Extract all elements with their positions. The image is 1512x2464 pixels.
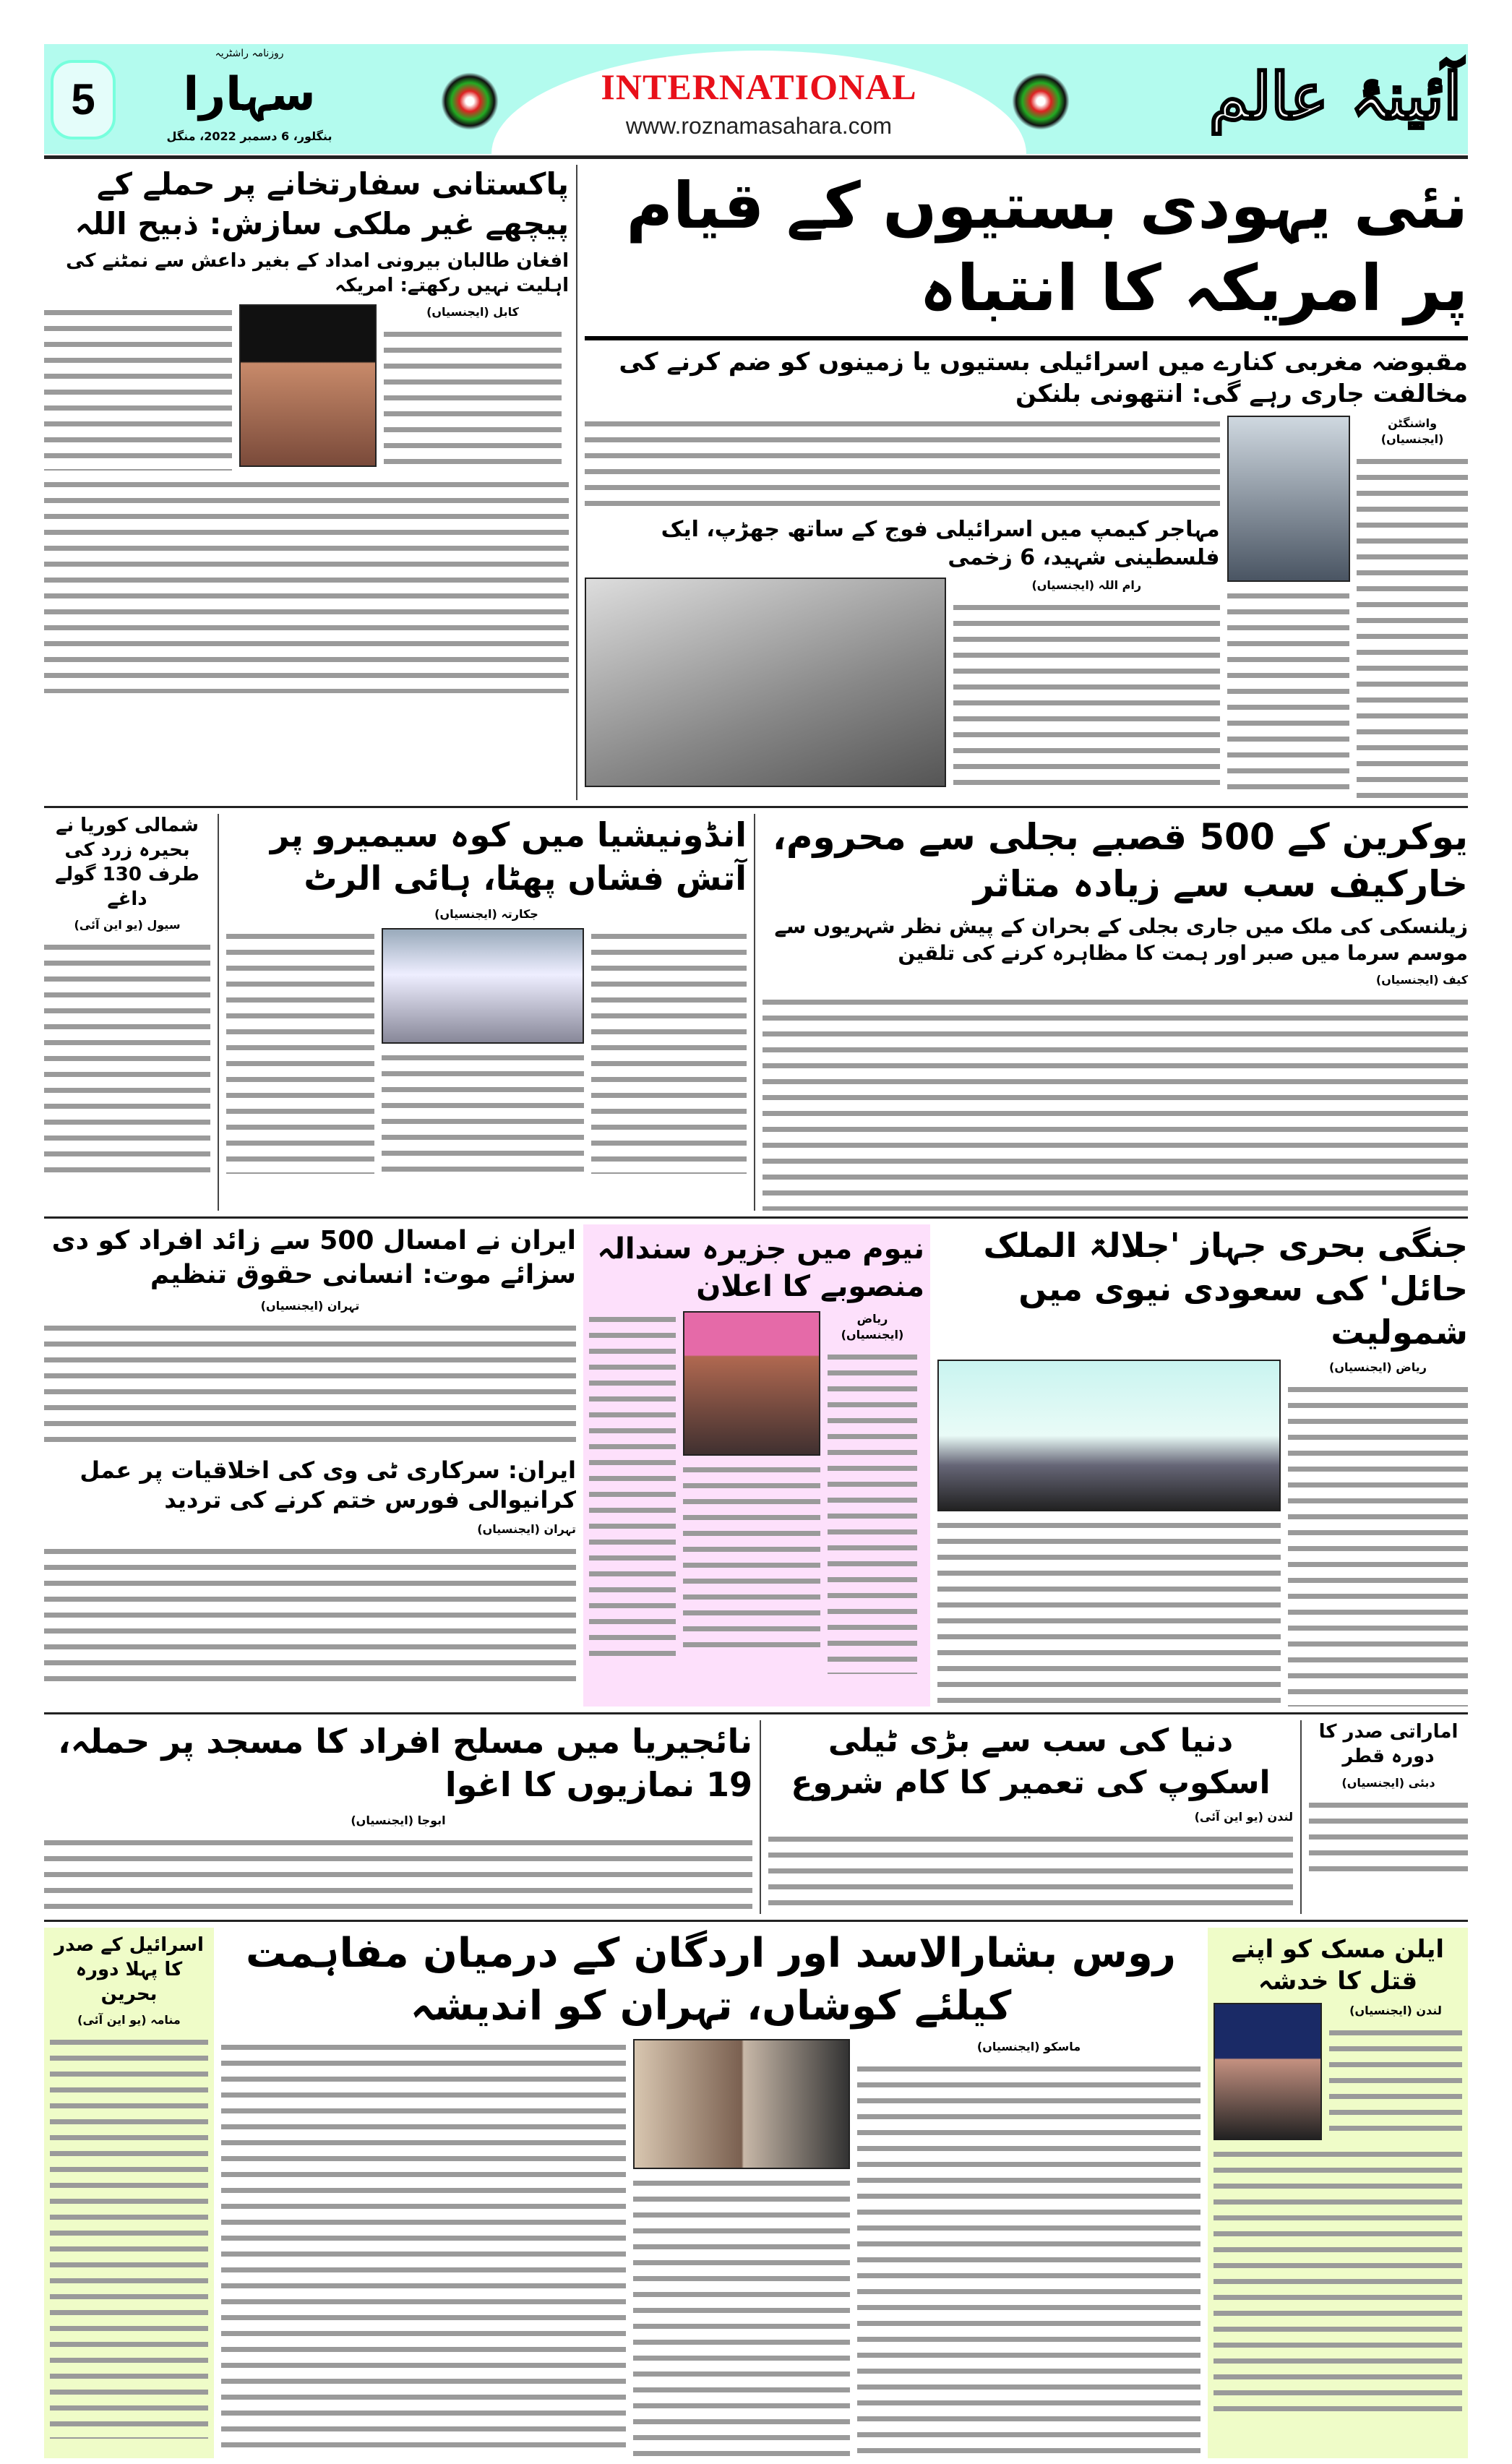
headline-saudi-navy: جنگی بحری جہاز 'جلالۃ الملک حائل' کی سعودی نیوی میں شمولیت bbox=[983, 1225, 1468, 1352]
subheadline-pak-embassy: افغان طالبان بیرونی امداد کے بغیر داعش سے نمٹنے کی اہلیت نہیں رکھتے: امریکہ bbox=[66, 250, 569, 296]
elon-box bbox=[1208, 1928, 1468, 2458]
warship-photo bbox=[937, 1360, 1281, 1511]
headline-israel-bahrain: اسرائیل کے صدر کا پہلا دورہ بحرین bbox=[54, 1933, 204, 2005]
website-link[interactable]: www.roznamasahara.com bbox=[625, 113, 893, 139]
dateline: لندن (یو این آئی) bbox=[1194, 1809, 1293, 1824]
israel-box bbox=[44, 1928, 214, 2458]
subheadline-ukraine: زیلنسکی کی ملک میں جاری بجلی کے بحران کے پیش نظر شہریوں سے موسم سرما میں صبر اور ہمت کا مظاہرہ کرنے کی تلقین bbox=[774, 914, 1468, 965]
dateline: کابل (ایجنسیاں) bbox=[426, 304, 519, 319]
dateline: لندن (ایجنسیاں) bbox=[1349, 2004, 1442, 2018]
article-body bbox=[1357, 453, 1468, 800]
lead-subheadline: مقبوضہ مغربی کنارے میں اسرائیلی بستیوں یا زمینوں کو ضم کرنے کی مخالفت جاری رہے گی: انتھونی بلنکن bbox=[619, 347, 1468, 408]
emblem-icon-left bbox=[441, 72, 499, 130]
dateline: ابوجا (ایجنسیاں) bbox=[351, 1813, 446, 1827]
article-body bbox=[768, 1831, 1293, 1910]
headline-uae: اماراتی صدر کا دورہ قطر bbox=[1318, 1721, 1459, 1768]
article-body bbox=[633, 2175, 850, 2457]
article-body bbox=[828, 1349, 917, 1674]
headline-telescope: دنیا کی سب سے بڑی ٹیلی اسکوپ کی تعمیر کا کام شروع bbox=[791, 1722, 1271, 1801]
headline-ukraine: یوکرین کے 500 قصبے بجلی سے محروم، خارکیف سب سے زیادہ متاثر bbox=[772, 816, 1468, 906]
dateline: تہران (ایجنسیاں) bbox=[477, 1521, 576, 1536]
dateline: جکارتہ (ایجنسیاں) bbox=[434, 906, 538, 921]
article-body bbox=[1288, 1381, 1468, 1707]
article-body bbox=[50, 2034, 208, 2439]
masthead-logo bbox=[145, 47, 354, 151]
article-body bbox=[44, 304, 232, 471]
headline-nigeria: نائجیریا میں مسلح افراد کا مسجد پر حملہ، 19 نمازیوں کا اغوا bbox=[58, 1722, 752, 1805]
article-body bbox=[937, 1517, 1281, 1705]
article-body bbox=[585, 416, 1220, 510]
lead-headline: نئی یہودی بستیوں کے قیام پر امریکہ کا انتباہ bbox=[626, 168, 1468, 326]
section-title: آئینۂ عالم bbox=[1209, 59, 1461, 134]
headline-elon-musk: ایلن مسک کو اپنے قتل کا خدشہ bbox=[1231, 1934, 1445, 1996]
headline-indonesia: انڈونیشیا میں کوہ سیمیرو پر آتش فشاں پھٹا، ہائی الرٹ bbox=[270, 815, 747, 898]
page-header bbox=[44, 44, 1468, 154]
headline-iran-tv: ایران: سرکاری ٹی وی کی اخلاقیات پر عمل کرانیوالی فورس ختم کرنے کی تردید bbox=[80, 1456, 576, 1514]
headline-pak-embassy: پاکستانی سفارتخانے پر حملے کے پیچھے غیر ملکی سازش: ذبیح اللہ bbox=[74, 166, 569, 241]
dateline: کیف (ایجنسیاں) bbox=[1375, 972, 1468, 987]
dateline: سیول (یو این آئی) bbox=[74, 918, 181, 932]
headline-russia: روس بشارالاسد اور اردگان کے درمیان مفاہمت کیلئے کوشاں، تہران کو اندیشہ bbox=[245, 1929, 1177, 2030]
divider bbox=[585, 336, 1468, 340]
column-divider bbox=[754, 814, 1468, 1211]
sub-story-headline: مہاجر کیمپ میں اسرائیلی فوج کے ساتھ جھڑپ، ایک فلسطینی شہید، 6 زخمی bbox=[661, 517, 1220, 571]
article-body bbox=[221, 2039, 626, 2458]
article-body bbox=[44, 476, 569, 693]
mbs-photo bbox=[683, 1311, 820, 1456]
page-number: 5 bbox=[51, 60, 116, 139]
emblem-icon-right bbox=[1012, 72, 1070, 130]
section-label-international: INTERNATIONAL bbox=[601, 66, 917, 107]
headline-north-korea: شمالی کوریا نے بحیرہ زرد کی طرف 130 گولے داغے bbox=[55, 815, 199, 910]
masthead-tag: روزنامہ راشٹریہ bbox=[215, 48, 284, 59]
article-body bbox=[953, 599, 1220, 787]
column-divider bbox=[218, 814, 747, 1211]
dateline: ریاض (ایجنسیاں) bbox=[841, 1311, 904, 1342]
column-divider bbox=[1300, 1720, 1468, 1914]
elon-photo bbox=[1214, 2003, 1322, 2140]
dateline: واشنگٹن (ایجنسیاں) bbox=[1380, 416, 1444, 447]
clash-photo bbox=[585, 578, 946, 787]
dateline: دبئی (ایجنسیاں) bbox=[1341, 1775, 1435, 1790]
article-body bbox=[1227, 588, 1350, 790]
volcano-photo bbox=[382, 928, 584, 1044]
article-body bbox=[1309, 1797, 1468, 1876]
column-divider bbox=[760, 1720, 1293, 1914]
article-body bbox=[1214, 2146, 1462, 2421]
article-body bbox=[1329, 2025, 1462, 2140]
headline-neom: نیوم میں جزیرہ سندالہ منصوبے کا اعلان bbox=[597, 1232, 924, 1303]
dateline: منامہ (یو این آئی) bbox=[77, 2013, 181, 2027]
article-body bbox=[384, 326, 562, 471]
article-body bbox=[589, 1311, 676, 1658]
dateline: ماسکو (ایجنسیاں) bbox=[976, 2039, 1081, 2053]
dateline: ریاض (ایجنسیاں) bbox=[1329, 1360, 1427, 1375]
article-body bbox=[382, 1049, 584, 1172]
masthead-name: سہارا bbox=[183, 68, 316, 121]
zabihullah-photo bbox=[239, 304, 377, 467]
dateline: رام اللہ (ایجنسیاں) bbox=[1031, 578, 1142, 593]
neom-box bbox=[583, 1224, 930, 1707]
article-body bbox=[591, 928, 747, 1174]
article-body bbox=[857, 2061, 1200, 2458]
blinken-photo bbox=[1227, 416, 1350, 582]
issue-date: بنگلور، 6 دسمبر 2022، منگل bbox=[166, 129, 332, 143]
article-body bbox=[683, 1461, 820, 1657]
assad-erdogan-photo bbox=[633, 2039, 850, 2169]
article-body bbox=[44, 1834, 752, 1914]
headline-iran-executions: ایران نے امسال 500 سے زائد افراد کو دی سزائے موت: انسانی حقوق تنظیم bbox=[51, 1225, 576, 1289]
article-body bbox=[44, 1320, 576, 1450]
article-body bbox=[44, 939, 210, 1177]
article-body bbox=[226, 928, 374, 1174]
column-divider bbox=[576, 165, 1468, 800]
article-body bbox=[763, 994, 1468, 1211]
article-body bbox=[44, 1543, 576, 1688]
dateline: تہران (ایجنسیاں) bbox=[260, 1298, 360, 1313]
